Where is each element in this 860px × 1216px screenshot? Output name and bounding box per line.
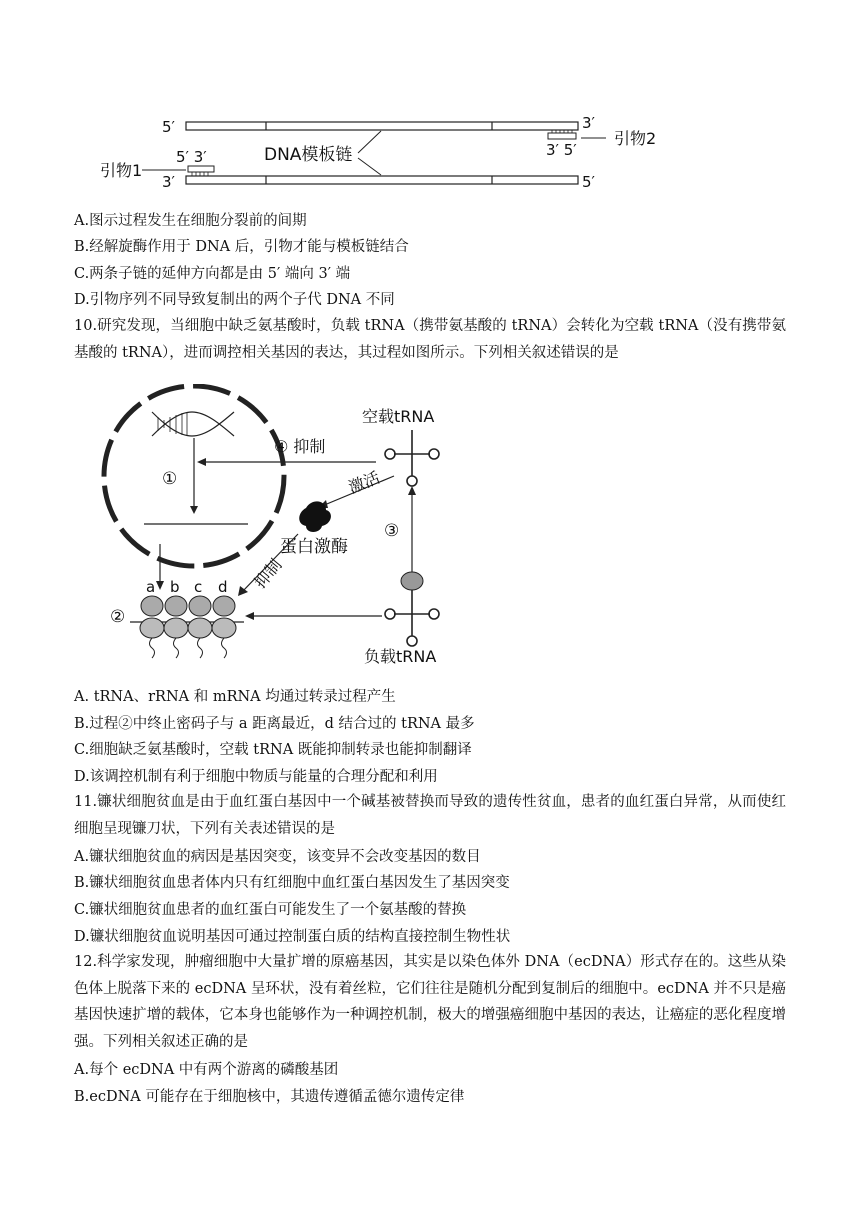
top-strand-5-label: 5′ — [162, 118, 175, 136]
primer2-box — [548, 133, 576, 139]
q12-option-a: A.每个 ecDNA 中有两个游离的磷酸基团 — [74, 1062, 339, 1078]
step3-label: ③ — [384, 521, 400, 541]
q10-option-d: D.该调控机制有利于细胞中物质与能量的合理分配和利用 — [74, 769, 438, 785]
trna-regulation-figure — [94, 384, 474, 674]
top-strand-3-label: 3′ — [582, 114, 595, 132]
step1-label: ① — [162, 469, 178, 489]
primer1-ends-label: 5′ 3′ — [176, 148, 207, 166]
activate-label: 激活 — [345, 467, 383, 498]
empty-trna-label: 空载tRNA — [362, 407, 435, 426]
bottom-strand-5-label: 5′ — [582, 173, 595, 191]
q10-option-b: B.过程②中终止密码子与 a 距离最近，d 结合过的 tRNA 最多 — [74, 716, 475, 732]
q10-option-a: A. tRNA、rRNA 和 mRNA 均通过转录过程产生 — [74, 689, 396, 705]
ribosome-d — [212, 596, 236, 658]
q11-option-d: D.镰状细胞贫血说明基因可通过控制蛋白质的结构直接控制生物性状 — [74, 929, 511, 945]
bottom-strand-3-label: 3′ — [162, 173, 175, 191]
ribosome-d-label: d — [218, 578, 228, 596]
dna-primer-figure — [96, 108, 686, 198]
ribosome-a — [140, 596, 164, 658]
bottom-strand — [186, 176, 578, 184]
loaded-trna-icon — [385, 590, 439, 646]
loaded-trna-label: 负载tRNA — [364, 647, 437, 666]
q12-option-b: B.ecDNA 可能存在于细胞核中，其遗传遵循孟德尔遗传定律 — [74, 1089, 465, 1105]
q11-stem: 11.镰状细胞贫血是由于血红蛋白基因中一个碱基被替换而导致的遗传性贫血，患者的血红蛋白异常，从而使红细胞呈现镰刀状，下列有关表述错误的是 — [74, 794, 786, 837]
inhibit4-label: ④ 抑制 — [274, 437, 326, 456]
primer1-label: 引物1 — [100, 161, 143, 180]
ribosome-c — [188, 596, 212, 658]
primer2-label: 引物2 — [614, 129, 657, 148]
q9-option-d: D.引物序列不同导致复制出的两个子代 DNA 不同 — [74, 292, 395, 308]
primer1-box — [188, 166, 214, 172]
kinase-label: 蛋白激酶 — [280, 537, 348, 557]
empty-trna-icon — [385, 430, 439, 486]
amino-acid-icon — [401, 572, 423, 590]
ribosome-a-label: a — [146, 578, 156, 596]
primer2-ends-label: 3′ 5′ — [546, 141, 577, 159]
q12-stem: 12.科学家发现，肿瘤细胞中大量扩增的原癌基因，其实是以染色体外 DNA（ecDNA）形式存在的。这些从染色体上脱落下来的 ecDNA 呈环状，没有着丝粒，它们往往是随机分配到复制后的细胞中。ecDNA 并不只是癌基因快速扩增的载体，它本身也能够作为一种调控机制，极大的增强癌细胞中基因的表达，让癌症的恶化程度增强。下列相关叙述正确的是 — [74, 954, 786, 1050]
dna-helix — [152, 412, 234, 436]
q11-option-c: C.镰状细胞贫血患者的血红蛋白可能发生了一个氨基酸的替换 — [74, 902, 467, 918]
ribosome-b — [164, 596, 188, 658]
top-strand — [186, 122, 578, 130]
ribosome-c-label: c — [194, 578, 203, 596]
q9-option-b: B.经解旋酶作用于 DNA 后，引物才能与模板链结合 — [74, 239, 409, 255]
ribosome-b-label: b — [170, 578, 180, 596]
step2-label: ② — [110, 607, 126, 627]
q9-option-a: A.图示过程发生在细胞分裂前的间期 — [74, 213, 307, 229]
q9-option-c: C.两条子链的延伸方向都是由 5′ 端向 3′ 端 — [74, 266, 351, 282]
template-label: DNA模板链 — [264, 145, 353, 165]
q10-option-c: C.细胞缺乏氨基酸时，空载 tRNA 既能抑制转录也能抑制翻译 — [74, 742, 472, 758]
q10-stem: 10.研究发现，当细胞中缺乏氨基酸时，负载 tRNA（携带氨基酸的 tRNA）会转化为空载 tRNA（没有携带氨基酸的 tRNA），进而调控相关基因的表达，其过程如图所示。下列相关叙述错误的是 — [74, 318, 786, 361]
q11-option-b: B.镰状细胞贫血患者体内只有红细胞中血红蛋白基因发生了基因突变 — [74, 875, 510, 891]
inhibit2-label: 抑制 — [250, 555, 286, 592]
q11-option-a: A.镰状细胞贫血的病因是基因突变，该变异不会改变基因的数目 — [74, 849, 481, 865]
